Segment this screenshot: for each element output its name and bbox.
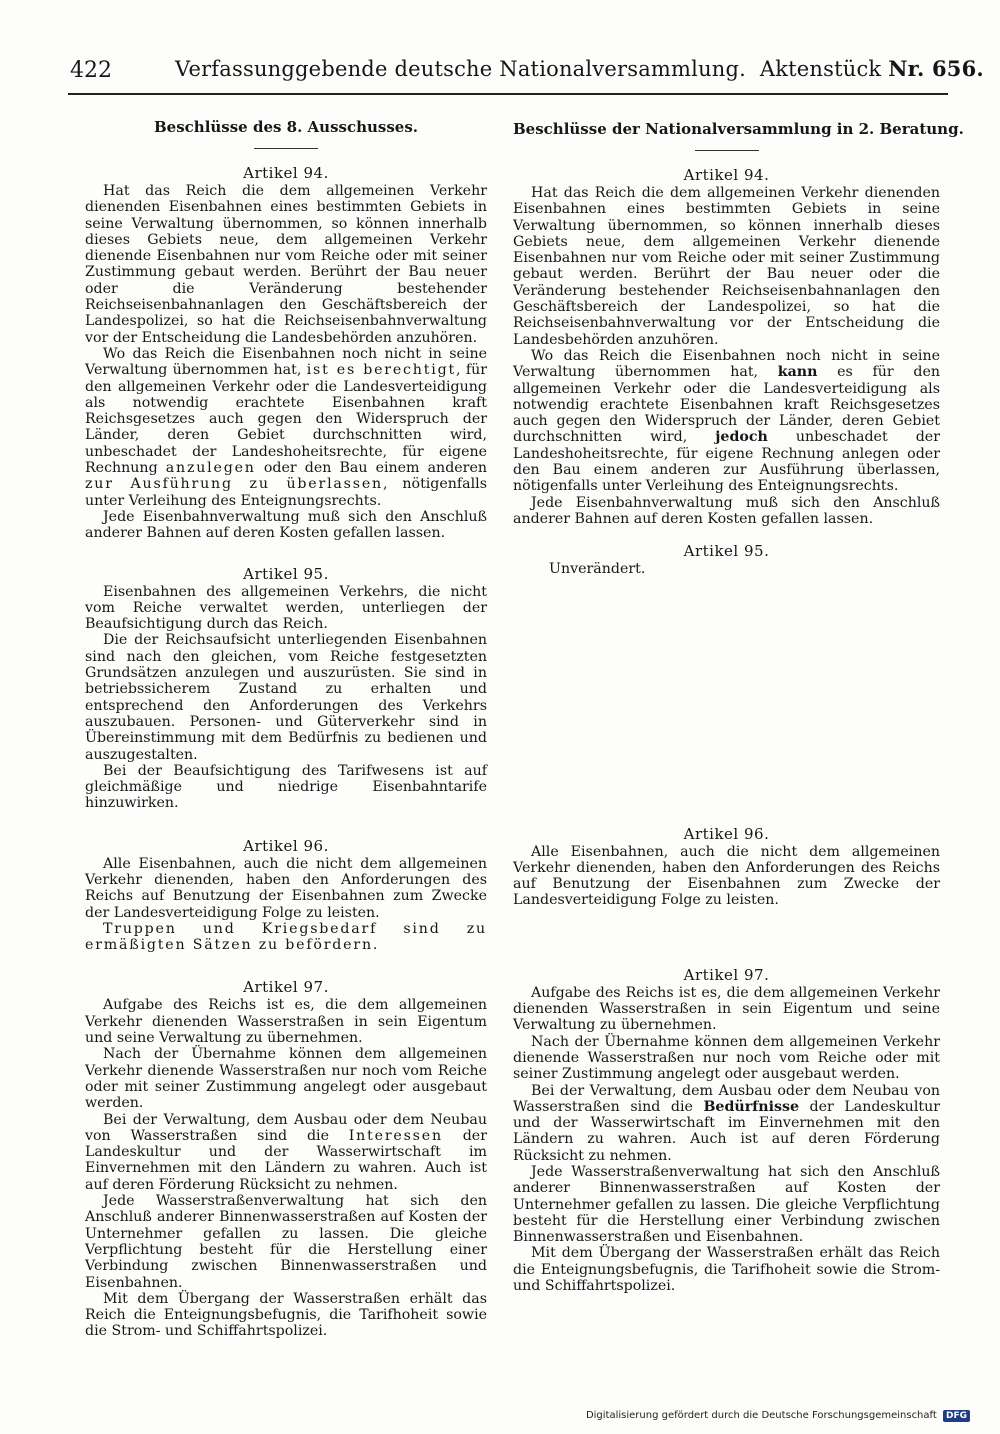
paragraph: Jede Wasserstraßenverwaltung hat sich den Anschluß anderer Binnenwasserstraßen auf Kosten der Unternehmer gefallen zu lassen. Die gleiche Verpflichtung besteht für die Herstellung einer Verbindung zwischen Binnenwasserstraßen und Eisenbahnen. bbox=[513, 1163, 940, 1246]
left-article-97 bbox=[85, 977, 487, 1339]
text-run: Wo das Reich die Eisenbahnen noch nicht in seine Verwaltung übernommen hat, bbox=[513, 347, 940, 381]
spacer bbox=[513, 909, 940, 965]
article-heading: Artikel 95. bbox=[683, 542, 770, 561]
paragraph bbox=[85, 921, 487, 954]
running-title: Verfassunggebende deutsche Nationalversammlung. bbox=[175, 57, 747, 81]
right-column bbox=[513, 104, 964, 1295]
text-run: der Landeskultur und der Wasserwirtschaft im Einvernehmen mit den Ländern zu wahren. Auch ist auf deren Förderung Rücksicht zu nehmen. bbox=[85, 1127, 487, 1193]
paragraph: Mit dem Übergang der Wasserstraßen erhält das Reich die Enteignungsbefugnis, die Tarifhoheit sowie die Strom- und Schiffahrtspolizei. bbox=[85, 1290, 487, 1340]
document-number: Nr. 656. bbox=[888, 56, 984, 81]
header-rule bbox=[68, 93, 948, 95]
paragraph: Jede Eisenbahnverwaltung muß sich den Anschluß anderer Bahnen auf deren Kosten gefallen lassen. bbox=[85, 508, 487, 542]
spaced-emphasis: Interessen bbox=[348, 1127, 443, 1144]
document-ref: Aktenstück bbox=[759, 57, 882, 81]
right-article-95 bbox=[513, 541, 940, 577]
spacer bbox=[85, 542, 487, 564]
left-column bbox=[85, 104, 487, 1340]
article-heading: Artikel 97. bbox=[683, 965, 770, 984]
paragraph: Nach der Übernahme können dem allgemeinen Verkehr dienende Wasserstraßen nur noch vom Reiche oder mit seiner Zustimmung angelegt oder ausgebaut werden. bbox=[85, 1046, 487, 1112]
paragraph: Alle Eisenbahnen, auch die nicht dem allgemeinen Verkehr dienenden, haben den Anforderungen des Reichs auf Benutzung der Eisenbahnen zum Zwecke der Landesverteidigung Folge zu leisten. bbox=[513, 843, 940, 909]
credit-text: Digitalisierung gefördert durch die Deutsche Forschungsgemeinschaft bbox=[585, 1410, 937, 1421]
paragraph: Aufgabe des Reichs ist es, die dem allgemeinen Verkehr dienenden Wasserstraßen in sein Eigentum und seine Verwaltung zu übernehmen. bbox=[85, 997, 487, 1047]
paragraph bbox=[85, 1112, 487, 1193]
article-heading: Artikel 96. bbox=[683, 824, 770, 843]
paragraph: Eisenbahnen des allgemeinen Verkehrs, die nicht vom Reiche verwaltet werden, unterliegen der Beaufsichtigung durch das Reich. bbox=[85, 583, 487, 633]
text-run: Wo das Reich die Eisenbahnen noch nicht in seine Verwaltung übernommen hat, bbox=[85, 345, 487, 379]
paragraph bbox=[513, 348, 940, 495]
text-run: Bei der Verwaltung, dem Ausbau oder dem Neubau von Wasserstraßen sind die bbox=[85, 1111, 487, 1144]
spacer bbox=[85, 953, 487, 977]
paragraph: Alle Eisenbahnen, auch die nicht dem allgemeinen Verkehr dienenden, haben den Anforderungen des Reichs auf Benutzung der Eisenbahnen zum Zwecke der Landesverteidigung Folge zu leisten. bbox=[85, 855, 487, 921]
paragraph bbox=[85, 346, 487, 509]
paragraph: Unverändert. bbox=[549, 561, 646, 578]
paragraph: Aufgabe des Reichs ist es, die dem allgemeinen Verkehr dienenden Wasserstraßen in sein Eigentum und seine Verwaltung zu übernehmen. bbox=[513, 984, 940, 1034]
paragraph: Mit dem Übergang der Wasserstraßen erhält das Reich die Enteignungsbefugnis, die Tarifhoheit sowie die Strom- und Schiffahrtspolizei. bbox=[513, 1245, 940, 1295]
bold-emphasis: kann bbox=[777, 364, 818, 381]
right-title-rule bbox=[695, 150, 759, 151]
paragraph: Hat das Reich die dem allgemeinen Verkehr dienenden Eisenbahnen eines bestimmten Gebiets in seine Verwaltung übernommen, so können innerhalb dieses Gebiets neue, dem allgemeinen Verkehr dienende Eisenbahnen nur vom Reiche oder mit seiner Zustimmung gebaut werden. Berührt der Bau neuer oder die Veränderung bestehender Reichseisenbahnanlagen den Geschäftsbereich der Landespolizei, so hat die Reichseisenbahnverwaltung vor der Entscheidung die Landesbehörden anzuhören. bbox=[513, 185, 940, 348]
spacer bbox=[513, 527, 940, 541]
paragraph: Nach der Übernahme können dem allgemeinen Verkehr dienende Wasserstraßen nur noch vom Reiche oder mit seiner Zustimmung angelegt oder ausgebaut werden. bbox=[513, 1033, 940, 1083]
spaced-emphasis: Truppen und Kriegsbedarf sind zu ermäßigten Sätzen zu befördern. bbox=[85, 920, 487, 954]
text-run: der Landeskultur und der Wasserwirtschaft im Einvernehmen mit den Ländern zu wahren. Auch ist auf deren Förderung Rücksicht zu nehmen. bbox=[513, 1098, 940, 1164]
left-article-94 bbox=[85, 163, 487, 542]
paragraph: Hat das Reich die dem allgemeinen Verkehr dienenden Eisenbahnen eines bestimmten Gebiets in seine Verwaltung übernommen, so können innerhalb dieses Gebiets neue, dem allgemeinen Verkehr dienende Eisenbahnen nur vom Reiche oder mit seiner Zustimmung gebaut werden. Berührt der Bau neuer oder die Veränderung bestehender Reichseisenbahnanlagen den Geschäftsbereich der Landespolizei, so hat die Reichseisenbahnverwaltung vor der Entscheidung die Landesbehörden anzuhören. bbox=[85, 183, 487, 346]
paragraph: Die der Reichsaufsicht unterliegenden Eisenbahnen sind nach den gleichen, vom Reiche festgesetzten Grundsätzen anzulegen und auszurüsten. Sie sind in betriebssicherem Zustand zu erhalten und entsprechend den Anforderungen des Verkehrs auszubauen. Personen- und Güterverkehr sind in Übereinstimmung mit dem Bedürfnis zu bedienen und auszugestalten. bbox=[85, 632, 487, 763]
right-article-97 bbox=[513, 965, 940, 1295]
text-run: unbeschadet der Landeshoheitsrechte, für eigene Rechnung anlegen oder den Bau einem anderen zur Ausführung überlassen, nötigenfalls unter Verleihung des Enteignungsrechts. bbox=[513, 429, 940, 495]
right-article-96 bbox=[513, 824, 940, 909]
right-column-title: Beschlüsse der Nationalversammlung in 2. Beratung. bbox=[513, 120, 964, 138]
spacer bbox=[85, 812, 487, 836]
paragraph: Jede Eisenbahnverwaltung muß sich den Anschluß anderer Bahnen auf deren Kosten gefallen lassen. bbox=[513, 494, 940, 527]
text-run: es für den allgemeinen Verkehr oder die Landesverteidigung als notwendig erachtete Eisenbahnen kraft Reichsgesetzes auch gegen den Widerspruch der Länder, deren Gebiet durchschnitten wird, bbox=[513, 364, 940, 446]
left-article-96 bbox=[85, 836, 487, 954]
right-article-94 bbox=[513, 165, 940, 527]
bold-emphasis: jedoch bbox=[715, 429, 768, 446]
article-heading: Artikel 95. bbox=[243, 564, 329, 583]
article-heading: Artikel 94. bbox=[683, 166, 770, 184]
article-heading: Artikel 97. bbox=[243, 978, 329, 997]
text-run: , nötigenfalls unter Verleihung des Enteignungsrechts. bbox=[85, 476, 487, 509]
text-run: , für den allgemeinen Verkehr oder die Landesverteidigung als notwendig erachtete Eisenbahnen kraft Reichsgesetzes auch gegen den Widerspruch der Länder, deren Gebiet durchschnitten wird, unbeschadet der Landeshoheitsrechte, für eigene Rechnung bbox=[85, 362, 487, 477]
footer-credit bbox=[586, 1410, 970, 1422]
left-title-rule bbox=[254, 148, 318, 149]
dfg-logo-icon: DFG bbox=[943, 1410, 970, 1422]
article-heading: Artikel 96. bbox=[243, 836, 329, 855]
paragraph bbox=[513, 1083, 940, 1164]
spaced-emphasis: ist es berechtigt bbox=[306, 362, 456, 379]
spaced-emphasis: anzulegen bbox=[165, 460, 256, 477]
text-run: oder den Bau einem anderen bbox=[255, 460, 487, 477]
text-run: Bei der Verwaltung, dem Ausbau oder dem Neubau von Wasserstraßen sind die bbox=[513, 1082, 940, 1115]
bold-emphasis: Bedürfnisse bbox=[703, 1098, 799, 1115]
spaced-emphasis: zur Ausführung zu überlassen bbox=[85, 476, 383, 493]
article-heading: Artikel 94. bbox=[243, 164, 329, 182]
spacer bbox=[513, 578, 940, 824]
paragraph: Jede Wasserstraßenverwaltung hat sich den Anschluß anderer Binnenwasserstraßen auf Kosten der Unternehmer gefallen zu lassen. Die gleiche Verpflichtung besteht für die Herstellung einer Verbindung zwischen Binnenwasserstraßen und Eisenbahnen. bbox=[85, 1193, 487, 1291]
left-column-title: Beschlüsse des 8. Ausschusses. bbox=[153, 118, 419, 136]
page-number: 422 bbox=[70, 58, 112, 83]
running-head bbox=[175, 56, 984, 81]
left-article-95 bbox=[85, 564, 487, 812]
paragraph: Bei der Beaufsichtigung des Tarifwesens ist auf gleichmäßige und niedrige Eisenbahntarife hinzuwirken. bbox=[85, 762, 487, 812]
